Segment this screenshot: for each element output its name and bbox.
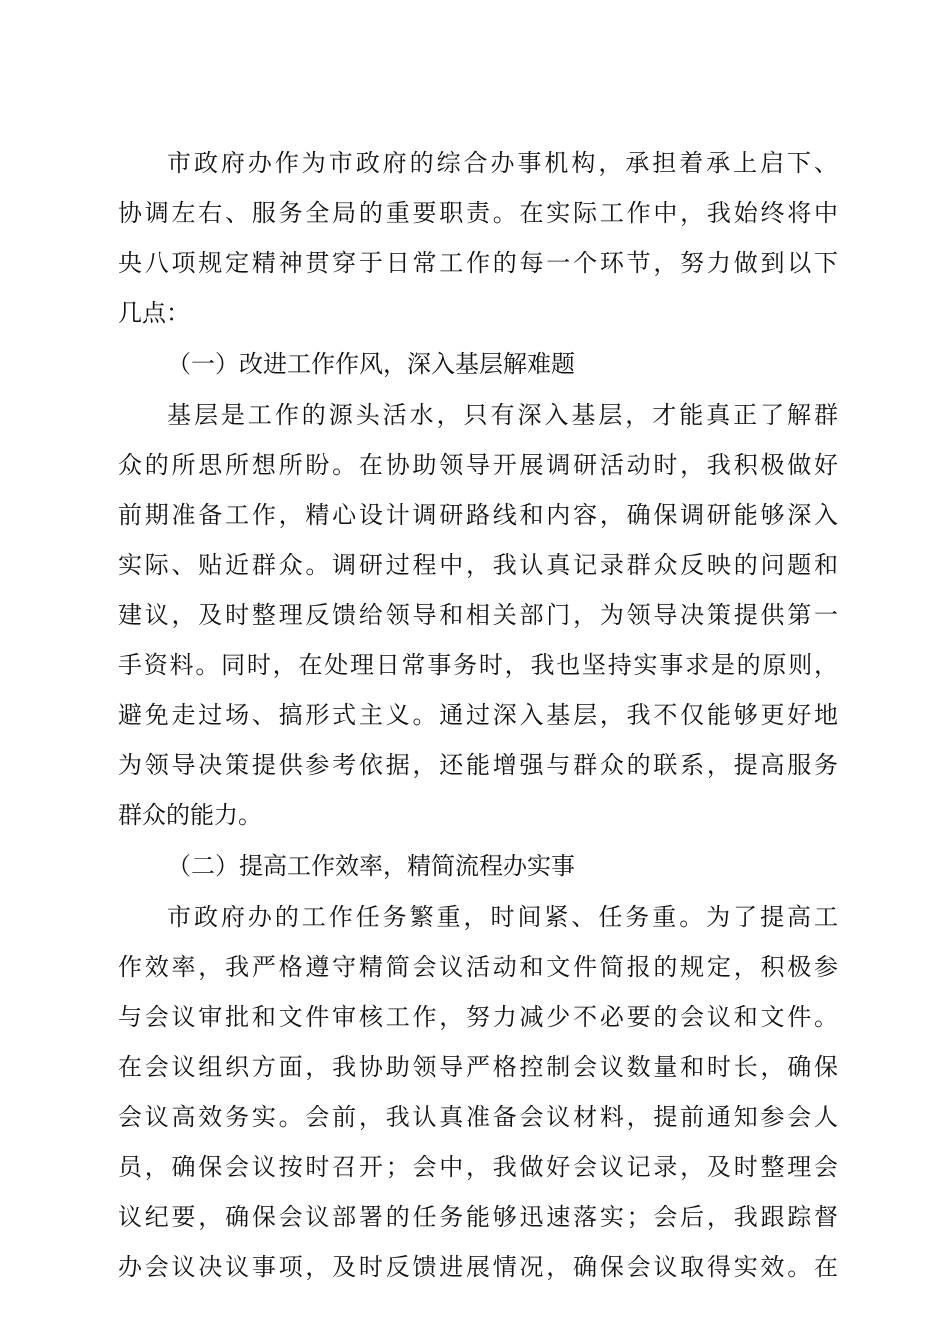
- paragraph-line: 市政府办的工作任务繁重，时间紧、任务重。为了提高工: [167, 903, 838, 931]
- paragraph-line: 避免走过场、搞形式主义。通过深入基层，我不仅能够更好地: [118, 701, 838, 729]
- paragraph-line: 会议高效务实。会前，我认真准备会议材料，提前通知参会人: [118, 1103, 838, 1131]
- paragraph-line: 实际、贴近群众。调研过程中，我认真记录群众反映的问题和: [118, 551, 838, 579]
- paragraph-line: 手资料。同时，在处理日常事务时，我也坚持实事求是的原则，: [118, 651, 838, 679]
- section-heading-2: （二）提高工作效率，精简流程办实事: [167, 852, 575, 880]
- paragraph-section-1: [118, 390, 838, 840]
- paragraph-line: 员，确保会议按时召开；会中，我做好会议记录，及时整理会: [118, 1153, 838, 1181]
- paragraph-line: 前期准备工作，精心设计调研路线和内容，确保调研能够深入: [118, 501, 838, 529]
- paragraph-line: 与会议审批和文件审核工作，努力减少不必要的会议和文件。: [118, 1003, 838, 1031]
- paragraph-line: 在会议组织方面，我协助领导严格控制会议数量和时长，确保: [118, 1053, 838, 1081]
- paragraph-intro: [118, 138, 838, 338]
- paragraph-line: 协调左右、服务全局的重要职责。在实际工作中，我始终将中: [118, 199, 838, 227]
- paragraph-line: 央八项规定精神贯穿于日常工作的每一个环节，努力做到以下: [118, 249, 838, 277]
- paragraph-line: 基层是工作的源头活水，只有深入基层，才能真正了解群: [167, 401, 838, 429]
- paragraph-line: 为领导决策提供参考依据，还能增强与群众的联系，提高服务: [118, 751, 838, 779]
- paragraph-line: 建议，及时整理反馈给领导和相关部门，为领导决策提供第一: [118, 601, 838, 629]
- paragraph-line: 议纪要，确保会议部署的任务能够迅速落实；会后，我跟踪督: [118, 1203, 838, 1231]
- paragraph-line: 作效率，我严格遵守精简会议活动和文件简报的规定，积极参: [118, 953, 838, 981]
- paragraph-line: 几点：: [118, 299, 190, 327]
- paragraph-line: 群众的能力。: [118, 801, 262, 829]
- document-body: [118, 138, 838, 1292]
- section-heading-1: （一）改进工作作风，深入基层解难题: [167, 350, 575, 378]
- paragraph-line: 办会议决议事项，及时反馈进展情况，确保会议取得实效。在: [118, 1253, 838, 1281]
- paragraph-section-2: [118, 892, 838, 1292]
- paragraph-line: 众的所思所想所盼。在协助领导开展调研活动时，我积极做好: [118, 451, 838, 479]
- paragraph-line: 市政府办作为市政府的综合办事机构，承担着承上启下、: [167, 149, 838, 177]
